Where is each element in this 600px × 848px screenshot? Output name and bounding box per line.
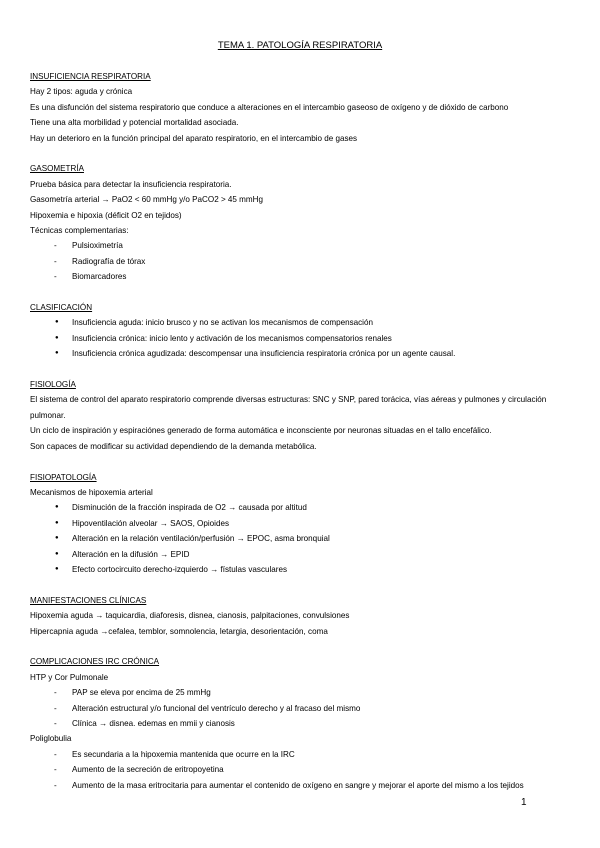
section-heading-manifestaciones: MANIFESTACIONES CLÍNICAS [30,595,147,605]
list-item: ● Disminución de la fracción inspirada de O2 → causada por altitud [30,500,575,515]
list-item: - Aumento de la secreción de eritropoyetina [30,762,575,777]
subheading: Poliglobulia [30,734,72,744]
subheading: HTP y Cor Pulmonale [30,672,109,682]
section-heading-gasometria: GASOMETRÍA [30,164,84,174]
text-line: Técnicas complementarias: [30,226,129,236]
list-item: ● Insuficiencia aguda: inicio brusco y no se activan los mecanismos de compensación [30,315,575,330]
list-item: - Clínica → disnea. edemas en mmii y cianosis [30,716,575,731]
list-item: - Pulsioximetría [30,238,575,253]
text-line: Es una disfunción del sistema respiratorio que conduce a alteraciones en el intercambio gaseoso de oxígeno y de dióxido de carbono [30,102,509,112]
section-heading-fisiopatologia: FISIOPATOLOGÍA [30,472,97,482]
paragraph: Son capaces de modificar su actividad dependiendo de la demanda metabólica. [30,441,317,451]
paragraph: Un ciclo de inspiración y espiraciónes generado de forma automática e inconsciente por neuronas situadas en el tallo encefálico. [30,426,492,436]
list-item: - Alteración estructural y/o funcional del ventrículo derecho y al fracaso del mismo [30,701,575,716]
text-line: Tiene una alta morbilidad y potencial mortalidad asociada. [30,118,239,128]
list-item: - Es secundaria a la hipoxemia mantenida que ocurre en la IRC [30,747,575,762]
section-heading-fisiologia: FISIOLOGÍA [30,380,76,390]
document-body [30,69,575,793]
text-line: Hay 2 tipos: aguda y crónica [30,87,133,97]
list-item: ● Insuficiencia crónica agudizada: descompensar una insuficiencia respiratoria crónica por un agente causal. [30,346,575,361]
text-line: Hay un deterioro en la función principal del aparato respiratorio, en el intercambio de gases [30,133,358,143]
text-line: Hipoxemia e hipoxia (déficit O2 en tejidos) [30,210,182,220]
section-heading-insuficiencia: INSUFICIENCIA RESPIRATORIA [30,72,151,81]
list-item: - PAP se eleva por encima de 25 mmHg [30,685,575,700]
dash-list [30,238,575,284]
list-item: ● Efecto cortocircuito derecho-izquierdo → fístulas vasculares [30,562,575,577]
page-title: TEMA 1. PATOLOGÍA RESPIRATORIA [217,40,383,51]
section-heading-complicaciones: COMPLICACIONES IRC CRÓNICA [30,657,160,667]
bullet-list [30,315,575,361]
text-line: Hipoxemia aguda → taquicardia, diaforesis, disnea, cianosis, palpitaciones, convulsiones [30,611,350,621]
text-line: Hipercapnia aguda →cefalea, temblor, somnolencia, letargia, desorientación, coma [30,626,328,636]
bullet-list [30,500,575,577]
list-item: ● Alteración en la relación ventilación/perfusión → EPOC, asma bronquial [30,531,575,546]
list-item: ● Hipoventilación alveolar → SAOS, Opioides [30,516,575,531]
section-heading-clasificacion: CLASIFICACIÓN [30,303,93,313]
text-line: Mecanismos de hipoxemia arterial [30,487,153,497]
dash-list [30,685,575,731]
text-line: Prueba básica para detectar la insuficiencia respiratoria. [30,179,232,189]
dash-list [30,747,575,793]
list-item: - Radiografía de tórax [30,254,575,269]
paragraph: El sistema de control del aparato respiratorio comprende diversas estructuras: SNC y SNP, pared torácica, vías aéreas y pulmones y circulación pulmonar. [30,395,547,420]
text-line: Gasometría arterial → PaO2 < 60 mmHg y/o PaCO2 > 45 mmHg [30,195,264,205]
list-item: ● Insuficiencia crónica: inicio lento y activación de los mecanismos compensatorios renales [30,331,575,346]
list-item: - Aumento de la masa eritrocitaria para aumentar el contenido de oxígeno en sangre y mejorar el aporte del mismo a los tejidos [30,778,575,793]
list-item: - Biomarcadores [30,269,575,284]
list-item: ● Alteración en la difusión → EPID [30,547,575,562]
page-number: 1 [521,797,527,808]
